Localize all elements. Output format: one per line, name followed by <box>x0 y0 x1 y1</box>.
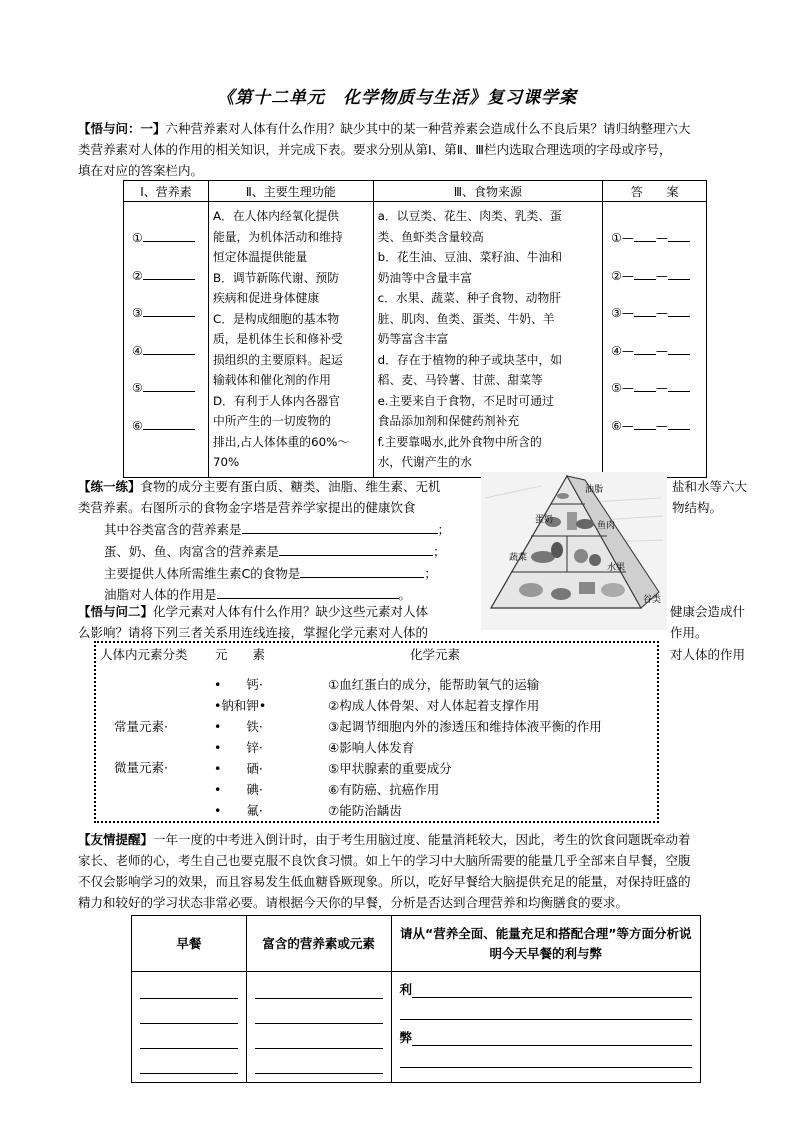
section1-text <box>78 118 758 181</box>
category-trace[interactable]: 微量元素· <box>114 760 168 775</box>
source-header: Ⅲ、食物来源 <box>373 181 603 202</box>
element-item[interactable]: •钠和钾• <box>214 698 267 713</box>
source-text: 脏、肌肉、鱼类、蛋类、牛奶、羊 <box>377 311 555 326</box>
element-list <box>214 674 266 821</box>
question-fat[interactable]: 油脂对人体的作用是 。 <box>104 587 412 602</box>
section2-line2-end: 物结构。 <box>672 500 723 515</box>
source-text: 食品添加剂和保健药剂补充 <box>377 414 520 428</box>
breakfast-header: 早餐 <box>132 916 247 972</box>
analysis-cell[interactable] <box>391 972 700 1083</box>
source-column <box>373 202 603 478</box>
nutrient-table <box>123 180 707 478</box>
analysis-header: 请从“营养全面、能量充足和搭配合理”等方面分析说明今天早餐的利与弊 <box>391 916 700 972</box>
pyramid-label-vegetables: 蔬菜 <box>509 553 528 563</box>
function-text: 质，是机体生长和修补受 <box>212 332 343 346</box>
section3-line1: 【悟与问二】化学元素对人体有什么作用？缺少这些元素对人体 <box>78 604 429 619</box>
element-item[interactable]: • 钙· <box>214 677 263 692</box>
section3-line2-end: 作用。 <box>670 625 708 640</box>
section1-line1: 六种营养素对人体有什么作用？缺少其中的某一种营养素会造成什么不良后果？请归纳整理六大 <box>165 121 691 136</box>
element-item[interactable]: • 硒· <box>214 761 263 776</box>
answer-row[interactable]: ④— — <box>611 333 700 371</box>
effect-item[interactable]: ①血红蛋白的成分，能帮助氧气的运输 <box>328 677 540 692</box>
source-text: 奶油等中含量丰富 <box>377 270 473 285</box>
element-item[interactable]: • 氟· <box>214 803 263 818</box>
section3-line1-end: 健康会造成什 <box>670 604 746 619</box>
element-item[interactable]: • 碘· <box>214 782 263 797</box>
pyramid-label-fruit: 水果 <box>607 563 626 573</box>
function-text: 疾病和促进身体健康 <box>212 291 320 305</box>
function-text: 恒定体温提供能量 <box>212 250 308 264</box>
function-text: C．是构成细胞的基本物 <box>212 311 340 326</box>
source-text: 类、鱼虾类含量较高 <box>377 229 484 244</box>
nutrient-column <box>124 202 209 478</box>
element-item[interactable]: • 铁· <box>214 719 263 734</box>
function-text: D．有利于人体内各器官 <box>212 393 341 408</box>
function-column <box>208 202 373 478</box>
box-header-category: 人体内元素分类 <box>100 647 188 662</box>
pyramid-label-fish-meat: 鱼肉 <box>597 521 616 531</box>
function-text: 中所产生的一切废物的 <box>212 414 331 428</box>
breakfast-table <box>131 915 701 1083</box>
nutrient-header: Ⅰ、营养素 <box>124 181 209 202</box>
effect-item[interactable]: ⑤甲状腺素的重要成分 <box>328 761 452 776</box>
question-protein[interactable]: 蛋、奶、鱼、肉富含的营养素是 ； <box>104 544 446 559</box>
answer-row[interactable]: ⑥— — <box>611 408 700 446</box>
source-text: 奶等富含丰富 <box>377 332 449 346</box>
source-text: 水，代谢产生的水 <box>377 455 473 469</box>
answer-row[interactable]: ②— — <box>611 258 700 296</box>
function-text: 70% <box>212 455 240 469</box>
nutrient-row[interactable]: ① <box>132 220 200 258</box>
question-vitamin-c[interactable]: 主要提供人体所需维生素C的食物是 ； <box>104 566 437 581</box>
section2-line1-end: 盐和水等六大 <box>672 479 748 494</box>
source-text: c．水果、蔬菜、种子食物、动物肝 <box>377 291 562 305</box>
nutrient-row[interactable]: ② <box>132 258 200 296</box>
nutrients-header: 富含的营养素或元素 <box>246 916 391 972</box>
food-pyramid-image <box>481 472 667 630</box>
section2-line2: 类营养素。右图所示的食物金字塔是营养学家提出的健康饮食 <box>78 500 416 515</box>
category-macro[interactable]: 常量元素· <box>114 719 168 734</box>
effect-item[interactable]: ⑦能防治龋齿 <box>328 803 402 818</box>
source-text: 稻、麦、马铃薯、甘蔗、甜菜等 <box>377 373 543 387</box>
section2-line1: 【练一练】食物的成分主要有蛋白质、糖类、油脂、维生素、无机 <box>78 479 441 494</box>
element-item[interactable]: • 锌· <box>214 740 263 755</box>
nutrient-row[interactable]: ⑥ <box>132 408 200 446</box>
answer-header: 答 案 <box>603 181 707 202</box>
function-header: Ⅱ、主要生理功能 <box>208 181 373 202</box>
effect-item[interactable]: ②构成人体骨架、对人体起着支撑作用 <box>328 698 540 713</box>
pyramid-label-oil: 油脂 <box>585 485 604 495</box>
source-text: b．花生油、豆油、菜籽油、牛油和 <box>377 250 563 264</box>
question-grains[interactable]: 其中谷类富含的营养素是 ； <box>104 522 451 537</box>
function-text: 能量，为机体活动和维持 <box>212 229 343 244</box>
function-text: 损组织的主要原料。起运 <box>212 352 343 367</box>
source-text: e.主要来自于食物，不足时可通过 <box>377 393 554 408</box>
effect-item[interactable]: ⑥有防癌、抗癌作用 <box>328 782 440 797</box>
box-header-chemical: 化学元素 <box>410 647 461 662</box>
nutrient-row[interactable]: ④ <box>132 333 200 371</box>
effect-item[interactable]: ③起调节细胞内外的渗透压和维持体液平衡的作用 <box>328 719 602 734</box>
nutrients-cell[interactable] <box>246 972 391 1083</box>
box-header-element: 元 素 <box>215 647 266 662</box>
effect-list <box>328 674 602 821</box>
section1-tag: 【悟与问：一】 <box>78 121 166 136</box>
source-text: d．存在于植物的种子或块茎中，如 <box>377 352 563 367</box>
function-text: 排出,占人体体重的60%～ <box>212 434 350 449</box>
page-title: 《第十二单元 化学物质与生活》复习课学案 <box>217 88 577 108</box>
answer-row[interactable]: ③— — <box>611 295 700 333</box>
con-label: 弊 <box>399 1030 413 1045</box>
pro-label: 利 <box>399 982 413 997</box>
pyramid-label-grains: 谷类 <box>643 595 662 605</box>
section4-text: 【友情提醒】一年一度的中考进入倒计时，由于考生用脑过度、能量消耗较大，因此，考生的饮食问题既牵动着 家长、老师的心，考生自己也要克服不良饮食习惯。如上午的学习中大脑所需要的能量几乎全部来自早餐，空腹 不仅会影响学习的效果，而且容易发生低血糖昏厥现象。所以，吃好早餐给大脑提供充足的能量，对保持旺盛的 精力和较好的学习状态非常必要。请根据今天你的早餐，分析是否达到合理营养和均衡膳食的要求。 <box>78 832 691 910</box>
function-text: A．在人体内经氧化提供 <box>212 209 339 223</box>
nutrient-row[interactable]: ⑤ <box>132 370 200 408</box>
nutrient-row[interactable]: ③ <box>132 295 200 333</box>
section1-line2: 类营养素对人体的作用的相关知识，并完成下表。要求分别从第Ⅰ、第Ⅱ、Ⅲ栏内选取合理选项的字母或序号， <box>78 142 672 157</box>
function-text: B．调节新陈代谢、预防 <box>212 270 340 285</box>
breakfast-cell[interactable] <box>132 972 247 1083</box>
box-header-effect: 对人体的作用 <box>670 647 746 662</box>
effect-item[interactable]: ④影响人体发育 <box>328 740 415 755</box>
section2-tag: 【练一练】 <box>78 479 141 494</box>
source-text: f.主要靠喝水,此外食物中所含的 <box>377 434 542 449</box>
source-text: a．以豆类、花生、肉类、乳类、蛋 <box>377 209 562 223</box>
section3-tag: 【悟与问二】 <box>78 604 154 619</box>
section3-line2: 么影响？请将下列三者关系用连线连接，掌握化学元素对人体的 <box>78 625 429 640</box>
function-text: 输载体和催化剂的作用 <box>212 373 331 387</box>
pyramid-label-egg-milk: 蛋奶 <box>535 515 554 525</box>
answer-row[interactable]: ①— — <box>611 220 700 258</box>
section4-tag: 【友情提醒】 <box>78 832 154 847</box>
answer-row[interactable]: ⑤— — <box>611 370 700 408</box>
answer-column <box>603 202 707 478</box>
section1-line3: 填在对应的答案栏内。 <box>78 163 204 178</box>
